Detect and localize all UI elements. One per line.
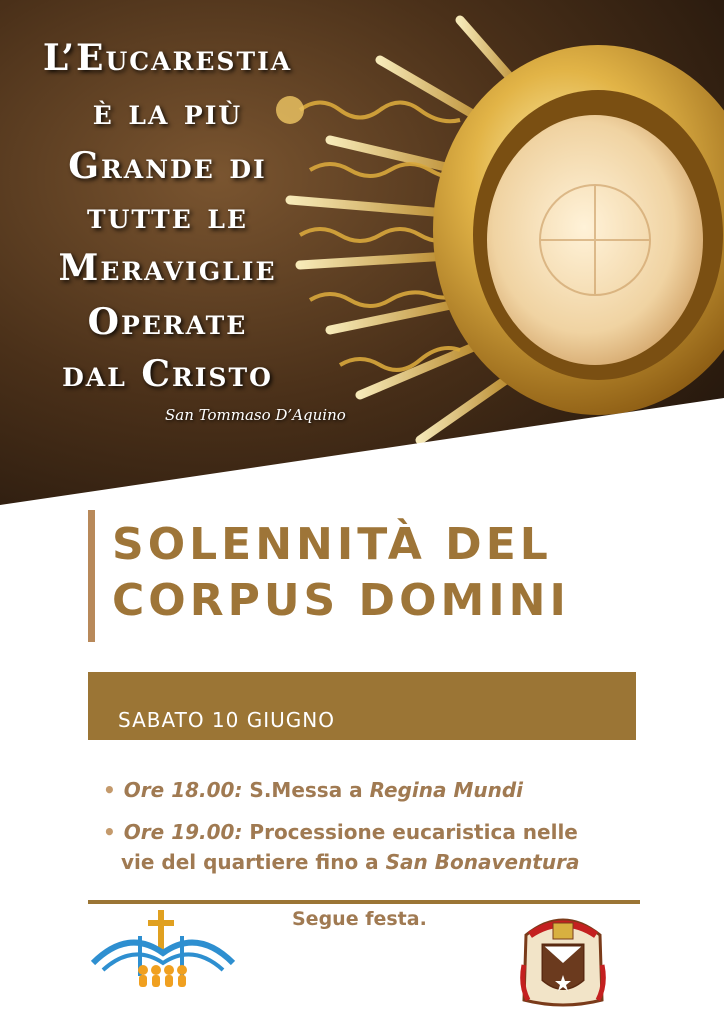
event-text: Processione eucaristica nelle [249, 820, 578, 844]
carmelite-coat-of-arms [518, 905, 608, 1014]
parish-cross-logo [88, 908, 238, 1002]
event-place: San Bonaventura [385, 850, 580, 874]
event-text: S.Messa a [249, 778, 363, 802]
bullet-icon: • [103, 820, 116, 844]
quote-line: Meraviglie [58, 247, 277, 289]
bullet-icon: • [103, 778, 116, 802]
event-place: Regina Mundi [369, 778, 524, 802]
title-accent-bar [88, 510, 95, 642]
follow-note: Segue festa. [292, 908, 427, 930]
quote-line: Grande di [68, 145, 267, 187]
quote-line: Operate [87, 301, 248, 343]
page-title: CORPUS DOMINI [112, 575, 570, 626]
quote-line: tutte le [87, 195, 248, 237]
event-time: Ore 19.00: [123, 820, 243, 844]
event-item [103, 776, 523, 804]
event-item-continued [121, 848, 579, 876]
quote-line: dal Cristo [62, 353, 273, 395]
quote-attribution: San Tommaso D’Aquino [165, 406, 346, 424]
event-item [103, 818, 578, 846]
event-text: vie del quartiere fino a [121, 850, 379, 874]
event-date: SABATO 10 GIUGNO [118, 708, 335, 732]
event-time: Ore 18.00: [123, 778, 243, 802]
quote-line: è la più [92, 91, 243, 133]
hero-image [0, 0, 724, 505]
divider [88, 900, 640, 904]
page-title: SOLENNITÀ DEL [112, 519, 552, 570]
quote-line: L’Eucarestia [42, 37, 293, 79]
